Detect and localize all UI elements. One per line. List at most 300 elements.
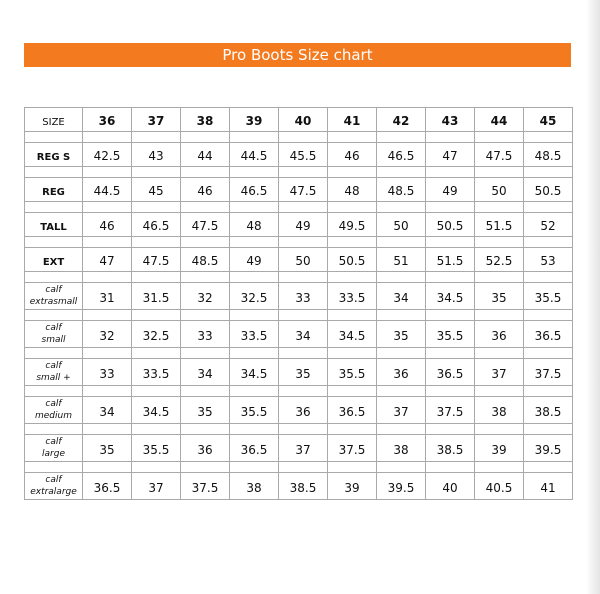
cell-value: 47: [99, 254, 115, 268]
calf-label-line-2: extralarge: [30, 487, 77, 497]
calf-label-line-1: calf: [45, 361, 62, 371]
size-cell: [230, 108, 279, 132]
table-cell: [181, 213, 230, 237]
cell-value: 31.5: [142, 290, 170, 305]
cell-value: 53: [540, 254, 556, 268]
cell-value: 36.5: [93, 480, 121, 495]
cell-value: 32: [197, 290, 213, 305]
cell-value: 32: [99, 328, 115, 343]
table-cell: [132, 248, 181, 272]
cell-value: 46.5: [142, 219, 170, 233]
table-row: [25, 178, 573, 202]
spacer-cell: [83, 310, 132, 321]
cell-value: 37: [148, 480, 164, 495]
cell-value: 35: [393, 328, 409, 343]
cell-value: 46: [344, 149, 360, 163]
calf-label-line-1: calf: [45, 399, 62, 409]
calf-row-label: [25, 284, 82, 308]
spacer-cell: [83, 424, 132, 435]
calf-label-line-1: calf: [45, 285, 62, 295]
table-cell: [524, 213, 573, 237]
table-cell: [426, 248, 475, 272]
row-label-cell: [25, 397, 83, 424]
cell-value: 42.5: [93, 149, 121, 163]
spacer-cell: [377, 272, 426, 283]
cell-value: 35.5: [240, 404, 268, 419]
spacer-cell: [132, 348, 181, 359]
cell-value: 46: [197, 184, 213, 198]
spacer-cell: [475, 132, 524, 143]
table-cell: [524, 283, 573, 310]
cell-value: 33.5: [338, 290, 366, 305]
cell-value: 44: [197, 149, 213, 163]
spacer-cell: [426, 310, 475, 321]
spacer-cell: [83, 202, 132, 213]
table-cell: [230, 435, 279, 462]
cell-value: 39: [491, 442, 507, 457]
cell-value: 35.5: [436, 328, 464, 343]
cell-value: 35: [295, 366, 311, 381]
cell-value: 46: [99, 219, 115, 233]
spacer-cell: [279, 462, 328, 473]
row-label: REG: [42, 187, 65, 198]
cell-value: 36: [491, 328, 507, 343]
spacer-row: [25, 310, 573, 321]
spacer-cell: [475, 348, 524, 359]
table-cell: [328, 397, 377, 424]
size-cell: [426, 108, 475, 132]
cell-value: 52: [540, 219, 556, 233]
calf-label-line-1: calf: [45, 323, 62, 333]
spacer-cell: [328, 167, 377, 178]
cell-value: 36: [197, 442, 213, 457]
table-cell: [377, 213, 426, 237]
table-row: [25, 248, 573, 272]
size-cell: [132, 108, 181, 132]
size-cell: [83, 108, 132, 132]
table-cell: [132, 435, 181, 462]
cell-value: 49: [442, 184, 458, 198]
spacer-cell: [181, 386, 230, 397]
spacer-cell: [377, 386, 426, 397]
spacer-cell: [426, 132, 475, 143]
cell-value: 44.5: [240, 149, 268, 163]
table-cell: [181, 283, 230, 310]
cell-value: 34.5: [142, 404, 170, 419]
table-cell: [181, 178, 230, 202]
cell-value: 37: [393, 404, 409, 419]
table-row: [25, 321, 573, 348]
spacer-cell: [230, 462, 279, 473]
cell-value: 51: [393, 254, 409, 268]
spacer-cell: [524, 167, 573, 178]
spacer-cell: [328, 462, 377, 473]
table-cell: [475, 213, 524, 237]
spacer-cell: [230, 386, 279, 397]
spacer-cell: [475, 202, 524, 213]
table-cell: [83, 473, 132, 500]
row-label-cell: [25, 435, 83, 462]
table-cell: [328, 321, 377, 348]
cell-value: 38.5: [289, 480, 317, 495]
row-label-cell: [25, 321, 83, 348]
spacer-cell: [181, 237, 230, 248]
cell-value: 50: [491, 184, 507, 198]
cell-value: 52.5: [485, 254, 513, 268]
spacer-cell: [524, 202, 573, 213]
spacer-cell: [426, 424, 475, 435]
spacer-cell: [279, 348, 328, 359]
cell-value: 34: [99, 404, 115, 419]
size-value: 40: [294, 114, 312, 128]
spacer-cell: [181, 167, 230, 178]
cell-value: 36.5: [338, 404, 366, 419]
spacer-cell: [181, 424, 230, 435]
cell-value: 34: [393, 290, 409, 305]
table-cell: [377, 321, 426, 348]
table-cell: [181, 473, 230, 500]
spacer-cell: [426, 272, 475, 283]
spacer-cell: [377, 202, 426, 213]
table-cell: [377, 283, 426, 310]
spacer-cell: [83, 348, 132, 359]
spacer-row: [25, 132, 573, 143]
size-header-row: [25, 108, 573, 132]
table-cell: [83, 248, 132, 272]
cell-value: 34.5: [338, 328, 366, 343]
cell-value: 34: [295, 328, 311, 343]
table-cell: [328, 213, 377, 237]
size-cell: [524, 108, 573, 132]
table-cell: [132, 473, 181, 500]
size-value: 39: [245, 114, 263, 128]
chart-title: Pro Boots Size chart: [24, 43, 571, 67]
table-cell: [279, 248, 328, 272]
table-cell: [328, 473, 377, 500]
size-value: 45: [539, 114, 557, 128]
row-label-cell: [25, 178, 83, 202]
spacer-cell: [230, 167, 279, 178]
table-cell: [426, 359, 475, 386]
cell-value: 33: [197, 328, 213, 343]
spacer-cell: [132, 386, 181, 397]
spacer-row: [25, 348, 573, 359]
table-cell: [524, 143, 573, 167]
cell-value: 36.5: [240, 442, 268, 457]
spacer-cell: [83, 237, 132, 248]
table-cell: [377, 178, 426, 202]
spacer-cell: [132, 310, 181, 321]
cell-value: 38.5: [534, 404, 562, 419]
table-row: [25, 473, 573, 500]
row-label-cell: [25, 283, 83, 310]
spacer-row: [25, 424, 573, 435]
table-cell: [132, 397, 181, 424]
table-cell: [475, 435, 524, 462]
table-cell: [132, 321, 181, 348]
spacer-cell: [230, 237, 279, 248]
spacer-cell: [132, 424, 181, 435]
table-cell: [426, 435, 475, 462]
spacer-cell: [475, 462, 524, 473]
table-cell: [83, 321, 132, 348]
table-cell: [426, 283, 475, 310]
table-cell: [230, 473, 279, 500]
table-cell: [181, 321, 230, 348]
spacer-cell: [377, 310, 426, 321]
spacer-cell: [475, 386, 524, 397]
spacer-cell: [328, 310, 377, 321]
cell-value: 34.5: [436, 290, 464, 305]
table-cell: [83, 359, 132, 386]
table-cell: [328, 143, 377, 167]
size-value: 42: [392, 114, 410, 128]
table-row: [25, 143, 573, 167]
cell-value: 34.5: [240, 366, 268, 381]
table-cell: [377, 359, 426, 386]
cell-value: 39.5: [387, 480, 415, 495]
cell-value: 43: [148, 149, 164, 163]
spacer-cell: [475, 167, 524, 178]
table-cell: [524, 321, 573, 348]
table-cell: [279, 283, 328, 310]
spacer-cell: [181, 272, 230, 283]
spacer-cell: [83, 386, 132, 397]
table-cell: [83, 283, 132, 310]
table-cell: [426, 143, 475, 167]
size-value: 36: [98, 114, 116, 128]
spacer-cell: [475, 424, 524, 435]
table-cell: [181, 397, 230, 424]
row-label-cell: [25, 359, 83, 386]
cell-value: 33: [295, 290, 311, 305]
table-cell: [475, 178, 524, 202]
spacer-cell: [181, 132, 230, 143]
table-cell: [377, 143, 426, 167]
spacer-cell: [230, 272, 279, 283]
cell-value: 49.5: [338, 219, 366, 233]
table-cell: [328, 178, 377, 202]
calf-label-line-2: small +: [36, 373, 71, 383]
cell-value: 49: [246, 254, 262, 268]
cell-value: 48.5: [191, 254, 219, 268]
spacer-cell: [181, 202, 230, 213]
spacer-cell: [279, 237, 328, 248]
cell-value: 50.5: [436, 219, 464, 233]
spacer-cell: [25, 202, 83, 213]
spacer-cell: [328, 386, 377, 397]
cell-value: 50.5: [534, 184, 562, 198]
cell-value: 41: [540, 480, 556, 495]
cell-value: 36: [295, 404, 311, 419]
spacer-cell: [279, 424, 328, 435]
table-cell: [230, 213, 279, 237]
spacer-cell: [25, 272, 83, 283]
spacer-cell: [25, 167, 83, 178]
table-cell: [132, 213, 181, 237]
cell-value: 49: [295, 219, 311, 233]
spacer-cell: [426, 462, 475, 473]
spacer-cell: [524, 424, 573, 435]
table-cell: [475, 283, 524, 310]
spacer-cell: [524, 272, 573, 283]
row-label: TALL: [40, 222, 67, 233]
cell-value: 36.5: [534, 328, 562, 343]
spacer-cell: [230, 202, 279, 213]
cell-value: 46.5: [387, 149, 415, 163]
spacer-cell: [25, 424, 83, 435]
cell-value: 51.5: [485, 219, 513, 233]
size-header-cell: [25, 108, 83, 132]
table-cell: [181, 143, 230, 167]
spacer-cell: [524, 237, 573, 248]
spacer-cell: [475, 272, 524, 283]
calf-label-line-2: extrasmall: [29, 297, 78, 307]
spacer-cell: [132, 462, 181, 473]
calf-label-line-2: medium: [35, 411, 72, 421]
spacer-cell: [328, 237, 377, 248]
spacer-cell: [181, 348, 230, 359]
cell-value: 40: [442, 480, 458, 495]
spacer-cell: [25, 462, 83, 473]
cell-value: 35: [99, 442, 115, 457]
cell-value: 38.5: [436, 442, 464, 457]
cell-value: 45: [148, 184, 164, 198]
cell-value: 36.5: [436, 366, 464, 381]
spacer-cell: [328, 132, 377, 143]
cell-value: 47.5: [485, 149, 513, 163]
table-cell: [279, 359, 328, 386]
table-cell: [132, 283, 181, 310]
spacer-cell: [279, 310, 328, 321]
spacer-cell: [524, 462, 573, 473]
cell-value: 51.5: [436, 254, 464, 268]
cell-value: 37.5: [436, 404, 464, 419]
spacer-cell: [328, 424, 377, 435]
calf-label-line-2: small: [41, 335, 66, 345]
size-value: 38: [196, 114, 214, 128]
spacer-cell: [524, 386, 573, 397]
table-cell: [83, 213, 132, 237]
cell-value: 47.5: [289, 184, 317, 198]
spacer-row: [25, 237, 573, 248]
calf-row-label: [25, 360, 82, 384]
table-row: [25, 435, 573, 462]
cell-value: 32.5: [240, 290, 268, 305]
size-value: 44: [490, 114, 508, 128]
table-cell: [524, 473, 573, 500]
table-cell: [230, 359, 279, 386]
table-cell: [475, 473, 524, 500]
spacer-cell: [230, 132, 279, 143]
spacer-row: [25, 386, 573, 397]
cell-value: 48.5: [534, 149, 562, 163]
table-cell: [475, 143, 524, 167]
spacer-cell: [230, 310, 279, 321]
table-cell: [181, 435, 230, 462]
spacer-cell: [426, 237, 475, 248]
spacer-cell: [83, 167, 132, 178]
table-cell: [328, 248, 377, 272]
spacer-cell: [426, 386, 475, 397]
table-cell: [377, 248, 426, 272]
table-cell: [83, 397, 132, 424]
calf-label-line-2: large: [42, 449, 65, 459]
spacer-cell: [279, 167, 328, 178]
cell-value: 50.5: [338, 254, 366, 268]
cell-value: 35: [491, 290, 507, 305]
spacer-cell: [25, 237, 83, 248]
cell-value: 46.5: [240, 184, 268, 198]
row-label-cell: [25, 248, 83, 272]
row-label-cell: [25, 213, 83, 237]
table-cell: [475, 321, 524, 348]
table-row: [25, 283, 573, 310]
spacer-cell: [279, 132, 328, 143]
cell-value: 35: [197, 404, 213, 419]
table-cell: [230, 143, 279, 167]
cell-value: 36: [393, 366, 409, 381]
cell-value: 35.5: [534, 290, 562, 305]
spacer-cell: [25, 386, 83, 397]
spacer-cell: [328, 348, 377, 359]
table-cell: [524, 248, 573, 272]
spacer-cell: [132, 132, 181, 143]
cell-value: 39: [344, 480, 360, 495]
cell-value: 32.5: [142, 328, 170, 343]
spacer-cell: [132, 237, 181, 248]
row-label-cell: [25, 143, 83, 167]
table-cell: [426, 213, 475, 237]
spacer-cell: [524, 132, 573, 143]
calf-label-line-1: calf: [45, 475, 62, 485]
calf-row-label: [25, 398, 82, 422]
table-cell: [230, 248, 279, 272]
spacer-cell: [132, 202, 181, 213]
spacer-cell: [524, 310, 573, 321]
cell-value: 47.5: [142, 254, 170, 268]
size-cell: [475, 108, 524, 132]
cell-value: 33: [99, 366, 115, 381]
table-cell: [230, 283, 279, 310]
cell-value: 34: [197, 366, 213, 381]
cell-value: 37: [491, 366, 507, 381]
cell-value: 50: [295, 254, 311, 268]
table-cell: [475, 248, 524, 272]
table-cell: [279, 321, 328, 348]
spacer-cell: [426, 202, 475, 213]
spacer-cell: [230, 348, 279, 359]
spacer-cell: [279, 202, 328, 213]
spacer-cell: [377, 462, 426, 473]
spacer-cell: [132, 272, 181, 283]
size-cell: [279, 108, 328, 132]
cell-value: 35.5: [142, 442, 170, 457]
cell-value: 50: [393, 219, 409, 233]
table-row: [25, 397, 573, 424]
page-edge-shadow: [586, 0, 600, 594]
table-cell: [279, 143, 328, 167]
spacer-cell: [181, 310, 230, 321]
cell-value: 45.5: [289, 149, 317, 163]
spacer-cell: [25, 348, 83, 359]
table-cell: [524, 359, 573, 386]
cell-value: 44.5: [93, 184, 121, 198]
size-value: 37: [147, 114, 165, 128]
table-cell: [181, 248, 230, 272]
table-cell: [181, 359, 230, 386]
cell-value: 38: [246, 480, 262, 495]
